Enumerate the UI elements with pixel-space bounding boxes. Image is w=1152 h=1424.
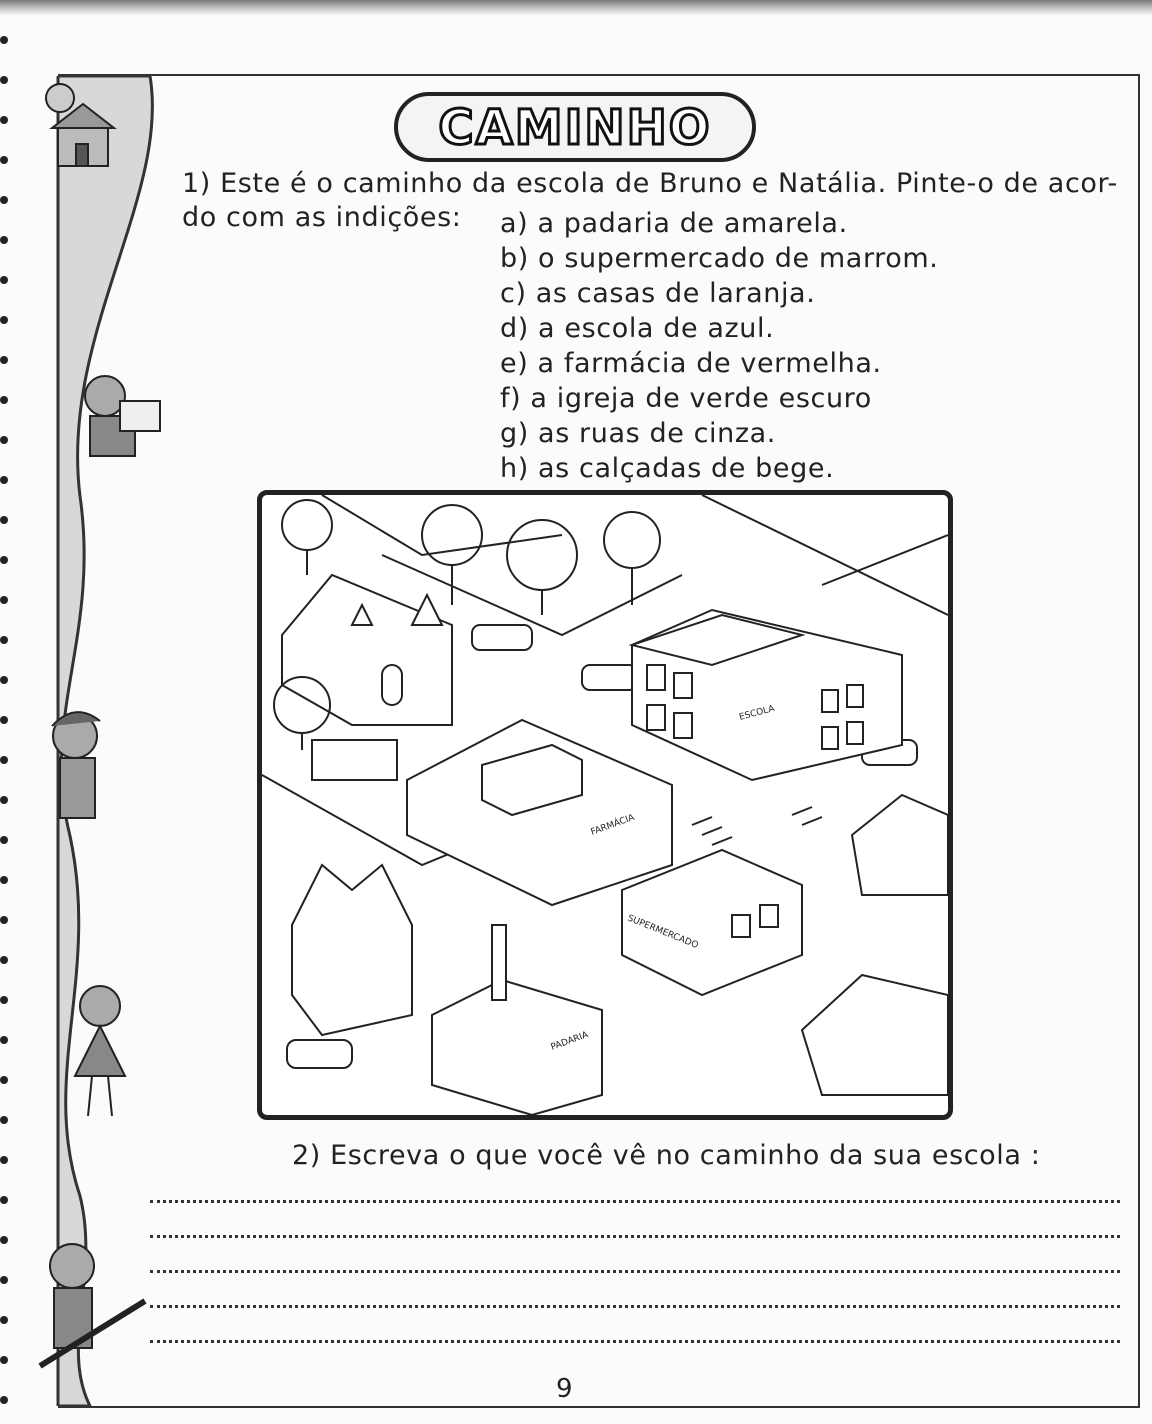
option-b: b) o supermercado de marrom. [500,243,939,274]
spiral-binding [0,20,14,1420]
map-label-supermercado: SUPERMERCADO [625,913,700,952]
map-label-farmacia: FARMÁCIA [589,812,636,838]
side-decoration [20,76,170,1406]
city-map-drawing [262,495,948,1115]
option-f: f) a igreja de verde escuro [500,383,872,414]
girl-icon [75,986,125,1116]
question1-line1: 1) Este é o caminho da escola de Bruno e Natália. Pinte-o de acor- [182,168,1118,199]
answer-line-2[interactable] [150,1235,1120,1238]
option-c: c) as casas de laranja. [500,278,816,309]
map-label-escola: ESCOLA [738,703,776,723]
option-e: e) a farmácia de vermelha. [500,348,882,379]
question1-line2: do com as indições: [182,202,462,233]
page-number: 9 [556,1374,573,1404]
child-pencil-icon [40,1244,145,1366]
city-map-illustration [257,490,953,1120]
answer-line-3[interactable] [150,1270,1120,1273]
sun-icon [46,84,74,112]
scan-top-shadow [0,0,1152,16]
child-reading-icon [85,376,160,456]
option-g: g) as ruas de cinza. [500,418,776,449]
question2: 2) Escreva o que você vê no caminho da sua escola : [292,1140,1041,1171]
option-h: h) as calçadas de bege. [500,453,835,484]
page-title [390,88,760,166]
answer-line-1[interactable] [150,1200,1120,1203]
page-title-text: CAMINHO [438,100,712,156]
answer-line-4[interactable] [150,1305,1120,1308]
option-a: a) a padaria de amarela. [500,208,848,239]
option-d: d) a escola de azul. [500,313,775,344]
map-label-padaria: PADARIA [549,1030,590,1053]
boy-cap-icon [52,712,100,818]
answer-line-5[interactable] [150,1340,1120,1343]
